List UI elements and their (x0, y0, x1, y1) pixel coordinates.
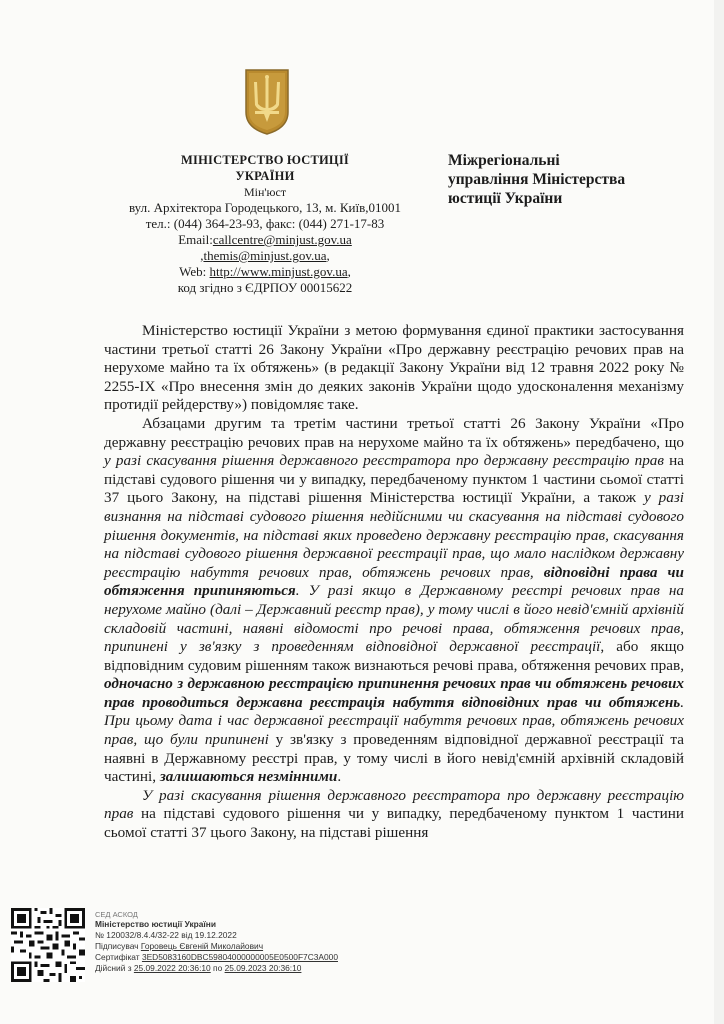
signature-signer-line (95, 941, 338, 952)
text-run: Абзацами другим та третім частини третьої статті 26 Закону України «Про державну реєстрацію речових прав на нерухоме майно та їх обтяжень» передбачено, що (104, 414, 684, 451)
ministry-email2-line (100, 248, 430, 264)
paragraph-article-26 (104, 415, 684, 787)
italic-run: . При цьому дата і час державної реєстрації набуття речових прав, обтяжень речових прав, що були припинені (104, 693, 684, 749)
signature-cert-line (95, 952, 338, 963)
cert-number: 3ED5083160DBC59804000000005E0500F7C3A000 (141, 952, 338, 962)
web-link[interactable]: http://www.minjust.gov.ua (209, 264, 348, 279)
signer-prefix: Підписувач (95, 941, 141, 951)
ministry-name-country: УКРАЇНИ (235, 169, 295, 183)
signature-system: СЕД АСКОД (95, 910, 138, 919)
recipient-block (448, 151, 688, 208)
recipient-line: юстиції України (448, 190, 563, 207)
ministry-phones: тел.: (044) 364-23-93, факс: (044) 271-17-83 (145, 216, 385, 231)
bold-italic-run: відповідні права чи обтяження припиняються (104, 563, 684, 600)
web-suffix: , (347, 264, 351, 279)
email2-prefix: , (200, 248, 204, 263)
signature-validity-line (95, 963, 338, 974)
paragraph-cancellation (104, 787, 684, 843)
recipient-line: Міжрегіональні (448, 152, 560, 169)
ministry-name: МІНІСТЕРСТВО ЮСТИЦІЇ (181, 153, 349, 167)
cert-prefix: Сертифікат (95, 952, 142, 962)
italic-run: . У разі якщо в Державному реєстрі речових прав на нерухоме майно (далі – Державний реєстр прав), у тому числі в його невід'ємній архівній складовій частині, наявні відомості про речові права, обтяження речових прав, припинені у зв'язку з проведенням відповідної державної реєстрації (104, 582, 684, 656)
recipient-line: управління Міністерства (448, 171, 626, 188)
paragraph-intro: Міністерство юстиції України з метою формування єдиної практики застосування частини третьої статті 26 Закону України «Про державну реєстрацію речових прав на нерухоме майно та їх обтяжень» (в редакції Закону України від 12 травня 2022 року № 2255-IX «Про внесення змін до деяких законів України щодо удосконалення механізму протидії рейдерству») повідомляє таке. (104, 322, 684, 414)
valid-prefix: Дійсний з (95, 963, 134, 973)
email-link-themis[interactable]: themis@minjust.gov.ua (203, 248, 327, 263)
valid-mid: по (210, 963, 225, 973)
email2-suffix: , (326, 248, 330, 263)
bold-italic-run: залишаються незмінними (159, 768, 338, 786)
italic-run: У разі скасування рішення державного реєстратора про державну реєстрацію прав (104, 786, 684, 823)
ministry-edrpou: код згідно з ЄДРПОУ 00015622 (177, 280, 353, 295)
signature-org: Міністерство юстиції України (95, 919, 216, 929)
electronic-signature-stamp (11, 908, 461, 988)
valid-to: 25.09.2023 20:36:10 (224, 963, 302, 973)
text-run: . (337, 768, 342, 786)
qr-code-icon (11, 908, 85, 982)
ministry-short-name: Мін'юст (243, 185, 287, 199)
ministry-web-line (100, 264, 430, 280)
signature-reg-number: № 120032/8.4.4/32-22 від 19.12.2022 (95, 930, 237, 940)
ministry-address: вул. Архітектора Городецького, 13, м. Київ,01001 (128, 200, 402, 215)
letter-body (104, 322, 684, 843)
italic-run: у разі скасування рішення державного реєстратора про державну реєстрацію прав (104, 452, 664, 470)
web-prefix: Web: (179, 264, 210, 279)
signer-name: Горовець Євгеній Миколайович (140, 941, 264, 951)
ministry-letterhead (100, 152, 430, 296)
text-run: на підставі судового рішення чи у випадку, передбаченому пунктом 1 частини сьомої статті 37 цього Закону, на підставі рішення Міністерства юстиції України, а також (104, 452, 684, 507)
email-link-callcentre[interactable]: callcentre@minjust.gov.ua (212, 232, 352, 247)
signature-details (95, 911, 338, 974)
italic-run: у разі визнання на підставі судового рішення недійсними чи скасування на підставі судового рішення документів, на підставі яких проведено державну реєстрацію прав, скасування на підставі судового рішення державної реєстрації прав, що мало наслідком державну реєстрацію набуття речових прав, обтяжень речових прав, (104, 489, 684, 581)
valid-from: 25.09.2022 20:36:10 (133, 963, 211, 973)
page-edge (714, 0, 724, 1024)
ministry-email-line (100, 232, 430, 248)
text-run: на підставі судового рішення чи у випадку, передбаченому пунктом 1 частини сьомої статті 37 цього Закону, на підставі рішення (104, 805, 684, 842)
email-prefix: Email: (178, 232, 213, 247)
bold-italic-run: одночасно з державною реєстрацією припинення речових прав чи обтяжень речових прав проводиться державна реєстрація набуття відповідних прав чи обтяжень (104, 675, 684, 711)
text-run: , або якщо відповідним судовим рішенням також визнаються речові права, обтяження речових прав, (104, 638, 684, 674)
trident-coat-of-arms-icon (244, 68, 290, 136)
text-run: у зв'язку з проведенням відповідної державної реєстрації та наявні в Державному реєстрі прав, у тому числі в його невід'ємній архівній складовій частині, (104, 731, 684, 786)
